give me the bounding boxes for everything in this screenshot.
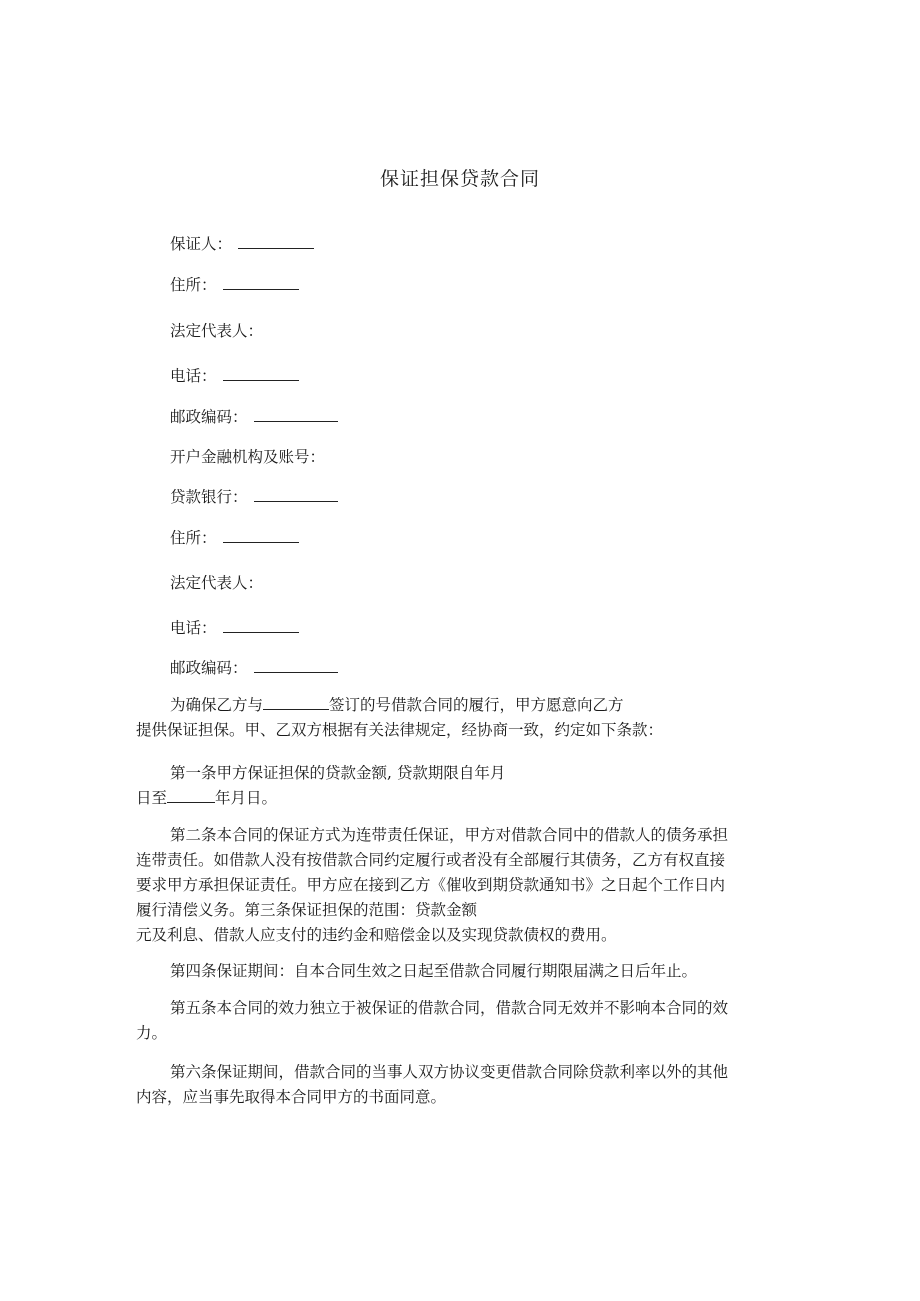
guarantor-phone-label: 电话： bbox=[170, 367, 217, 385]
article-4-line-1: 第四条保证期间：自本合同生效之日起至借款合同履行期限届满之日后年止。 bbox=[170, 962, 698, 980]
article-5-line-2: 力。 bbox=[136, 1024, 168, 1042]
article-6-line-1: 第六条保证期间，借款合同的当事人双方协议变更借款合同除贷款利率以外的其他 bbox=[170, 1063, 729, 1081]
intro-line-2: 提供保证担保。甲、乙双方根据有关法律规定，经协商一致，约定如下条款： bbox=[136, 721, 664, 739]
article-1-line-1: 第一条甲方保证担保的贷款金额, 贷款期限自年月 bbox=[170, 764, 506, 782]
article-2-line-2: 连带责任。如借款人没有按借款合同约定履行或者没有全部履行其债务，乙方有权直接 bbox=[136, 851, 726, 869]
article-2-line-3: 要求甲方承担保证责任。甲方应在接到乙方《催收到期贷款通知书》之日起个工作日内 bbox=[136, 876, 726, 894]
article-6-line-2: 内容，应当事先取得本合同甲方的书面同意。 bbox=[136, 1088, 447, 1106]
bank-phone-field bbox=[170, 616, 299, 638]
bank-account-label: 开户金融机构及账号： bbox=[170, 448, 326, 466]
guarantor-postcode-blank bbox=[254, 407, 338, 422]
document-title: 保证担保贷款合同 bbox=[379, 168, 540, 190]
lending-bank-label: 贷款银行： bbox=[170, 488, 248, 506]
guarantor-phone-blank bbox=[223, 366, 299, 381]
bank-postcode-label: 邮政编码： bbox=[170, 659, 248, 677]
guarantor-label: 保证人： bbox=[170, 235, 233, 253]
bank-address-field bbox=[170, 526, 299, 548]
guarantor-address-blank bbox=[223, 275, 299, 290]
guarantor-rep-label: 法定代表人： bbox=[170, 322, 264, 340]
article-2-line-5: 元及利息、借款人应支付的违约金和赔偿金以及实现贷款债权的费用。 bbox=[136, 926, 617, 944]
article-1-line-2 bbox=[136, 786, 786, 811]
guarantor-address-field bbox=[170, 273, 299, 295]
article-5-line-1: 第五条本合同的效力独立于被保证的借款合同，借款合同无效并不影响本合同的效 bbox=[170, 999, 729, 1017]
article-1-blank bbox=[167, 788, 215, 803]
guarantor-address-label: 住所： bbox=[170, 276, 217, 294]
bank-address-label: 住所： bbox=[170, 529, 217, 547]
lending-bank-field bbox=[170, 485, 338, 507]
guarantor-postcode-field bbox=[170, 405, 338, 427]
article-2 bbox=[136, 823, 786, 948]
article-2-line-1: 第二条本合同的保证方式为连带责任保证，甲方对借款合同中的借款人的债务承担 bbox=[170, 826, 729, 844]
article-6 bbox=[136, 1060, 786, 1110]
guarantor-blank bbox=[238, 234, 314, 249]
lending-bank-blank bbox=[254, 487, 338, 502]
article-1-text-a: 日至 bbox=[136, 789, 168, 807]
bank-address-blank bbox=[223, 528, 299, 543]
bank-phone-label: 电话： bbox=[170, 619, 217, 637]
guarantor-field bbox=[170, 232, 314, 254]
bank-rep-field bbox=[170, 571, 263, 593]
intro-text-a: 为确保乙方与 bbox=[170, 696, 264, 714]
bank-account-field bbox=[170, 445, 325, 467]
guarantor-postcode-label: 邮政编码： bbox=[170, 408, 248, 426]
intro-blank bbox=[263, 695, 329, 710]
guarantor-rep-field bbox=[170, 319, 263, 341]
article-1-text-b: 年月日。 bbox=[215, 789, 278, 807]
intro-line-1 bbox=[136, 693, 786, 718]
article-5 bbox=[136, 996, 786, 1046]
bank-postcode-blank bbox=[254, 658, 338, 673]
guarantor-phone-field bbox=[170, 364, 299, 386]
article-1 bbox=[136, 761, 786, 811]
bank-rep-label: 法定代表人： bbox=[170, 574, 264, 592]
intro-text-b: 签订的号借款合同的履行，甲方愿意向乙方 bbox=[329, 696, 624, 714]
bank-phone-blank bbox=[223, 618, 299, 633]
intro-paragraph bbox=[136, 693, 786, 743]
article-4 bbox=[136, 959, 786, 984]
bank-postcode-field bbox=[170, 656, 338, 678]
article-2-line-4: 履行清偿义务。第三条保证担保的范围：贷款金额 bbox=[136, 901, 478, 919]
